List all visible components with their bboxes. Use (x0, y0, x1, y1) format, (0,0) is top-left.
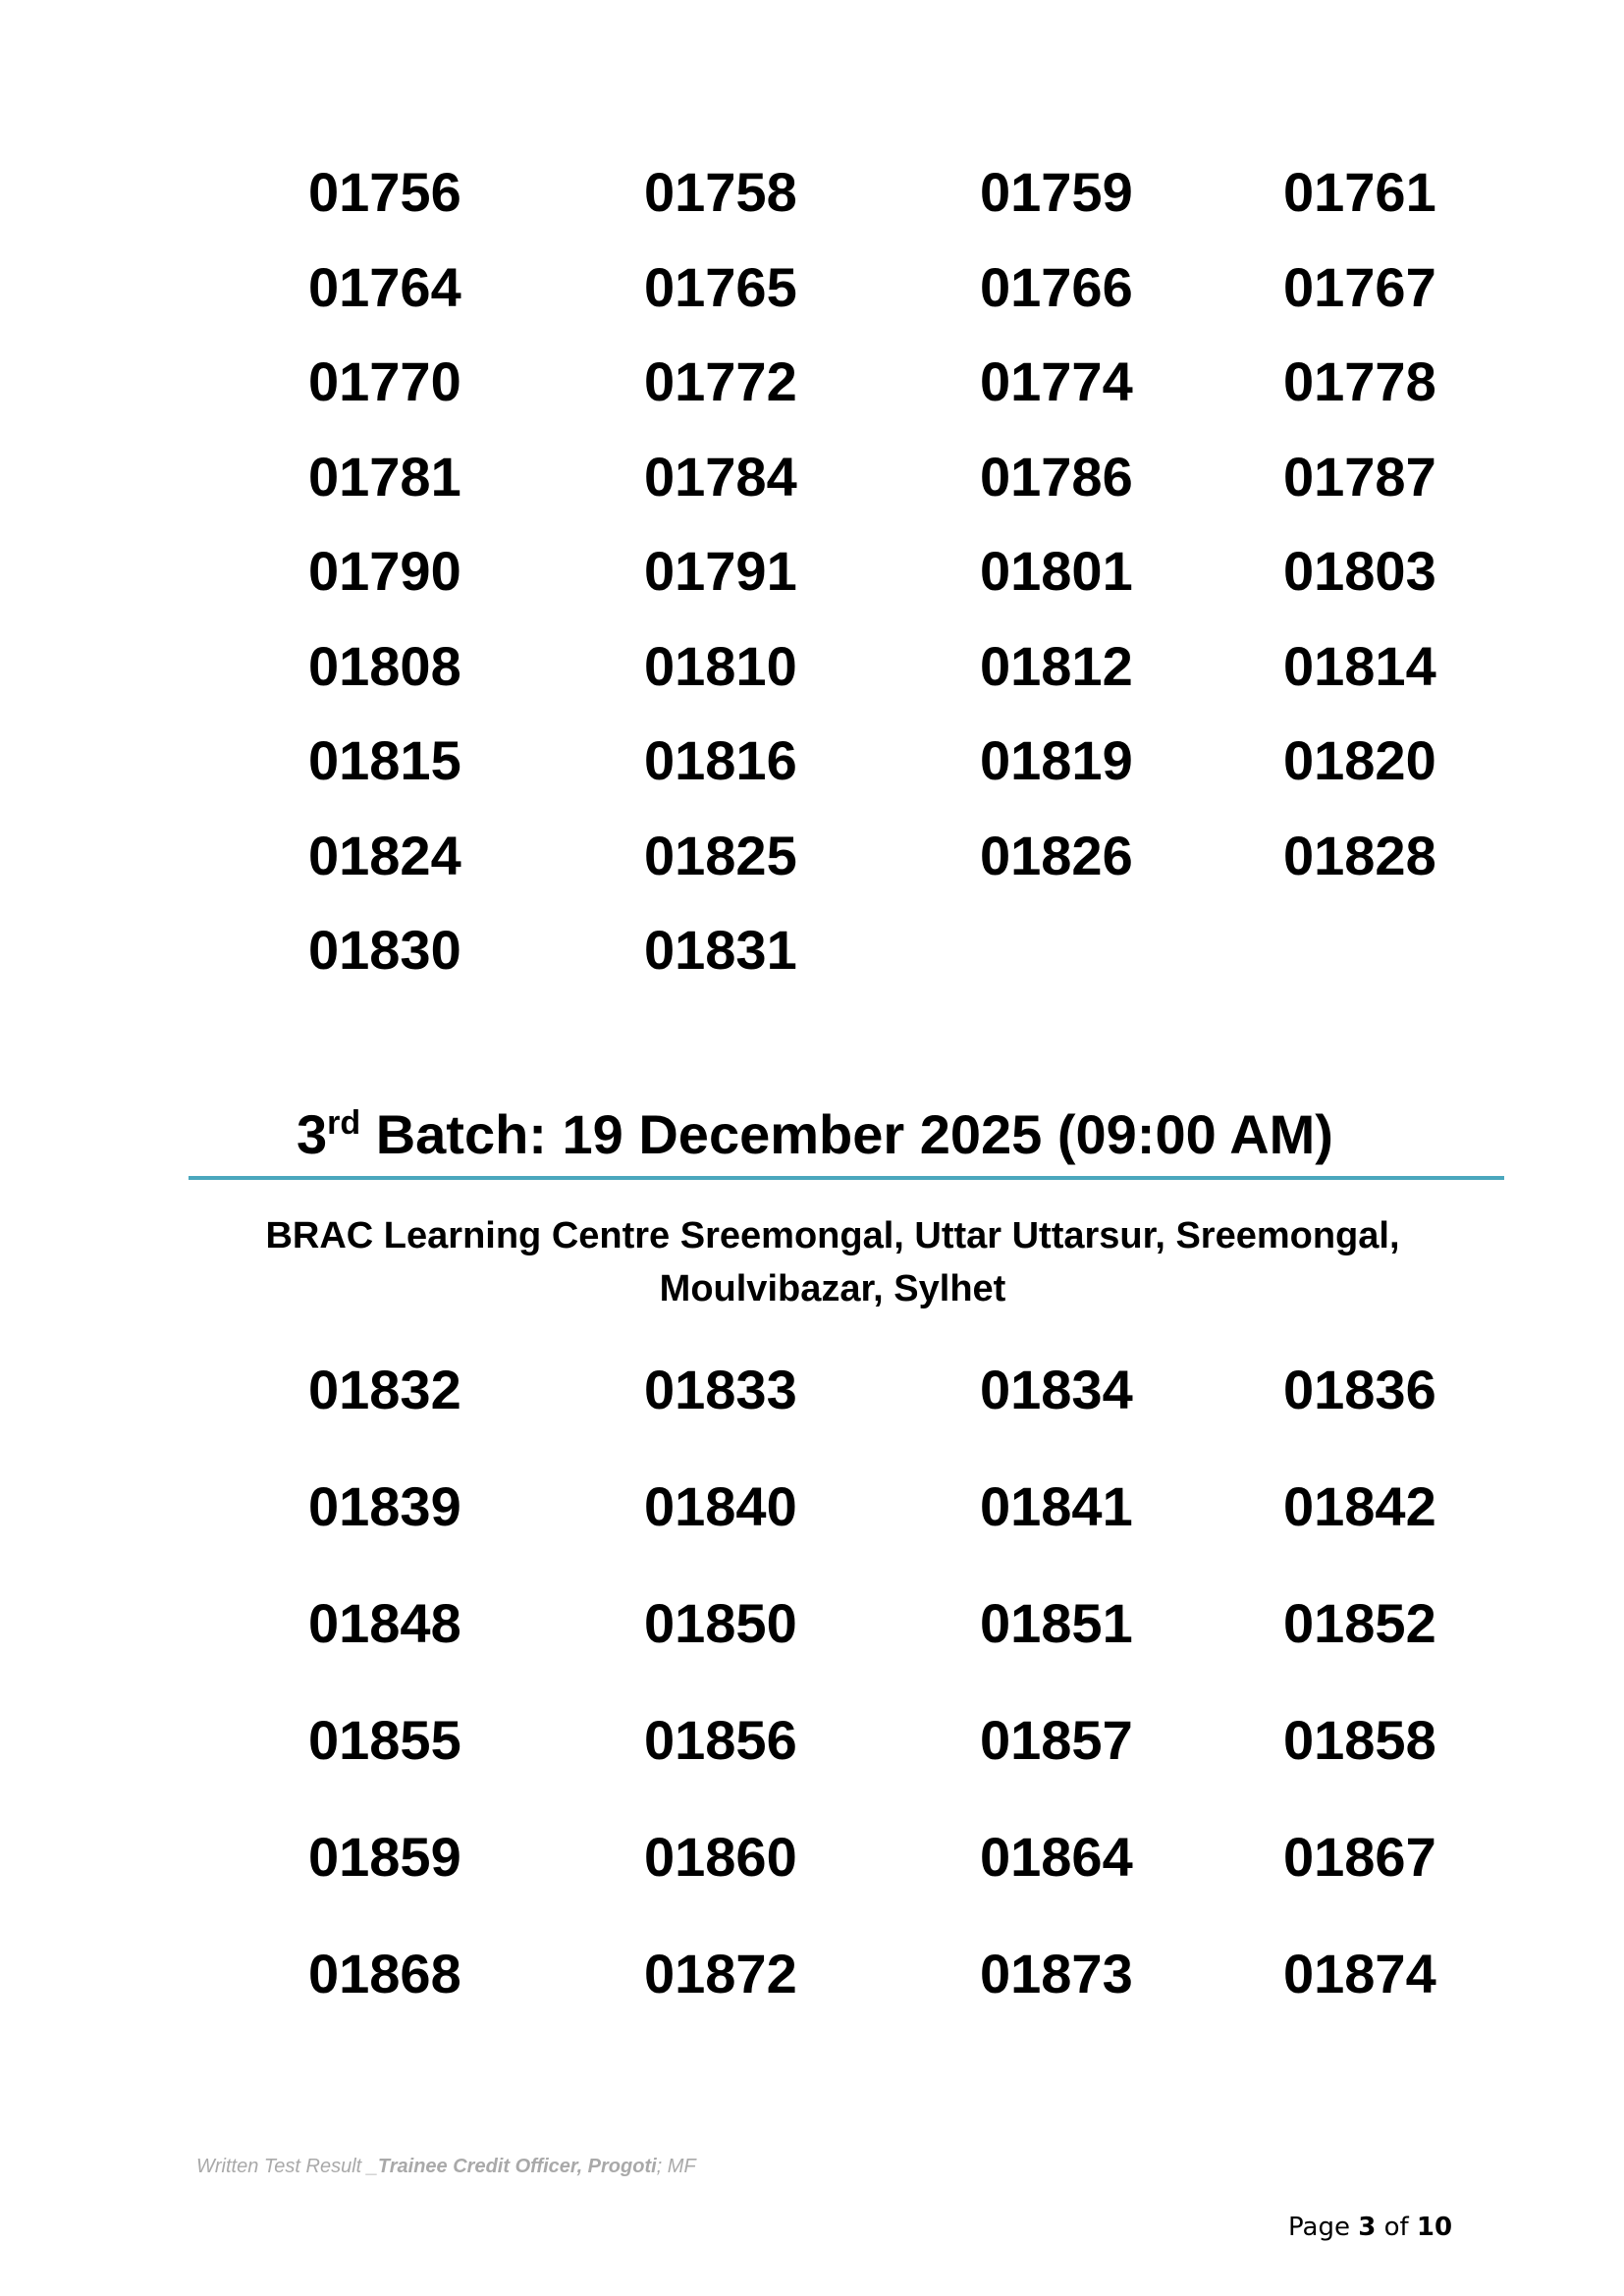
roll-number: 01864 (980, 1826, 1133, 1888)
roll-number: 01765 (644, 255, 797, 318)
roll-number: 01833 (644, 1359, 797, 1420)
roll-number: 01856 (644, 1709, 797, 1771)
roll-number: 01872 (644, 1943, 797, 2004)
batch-heading-text: Batch: 19 December 2025 (09:00 AM) (360, 1103, 1333, 1165)
roll-number: 01778 (1283, 350, 1436, 412)
page-of: of (1376, 2213, 1417, 2242)
roll-number: 01819 (980, 729, 1133, 791)
page-total: 10 (1416, 2213, 1453, 2242)
batch-3-heading (297, 1103, 1333, 1165)
roll-number: 01841 (980, 1475, 1133, 1537)
roll-number: 01873 (980, 1943, 1133, 2004)
roll-number: 01801 (980, 540, 1133, 602)
roll-number: 01756 (308, 161, 461, 223)
roll-number: 01786 (980, 445, 1133, 507)
page-number (1288, 2213, 1452, 2242)
roll-number: 01820 (1283, 729, 1436, 791)
roll-number: 01787 (1283, 445, 1436, 507)
roll-number: 01774 (980, 350, 1133, 412)
roll-number: 01825 (644, 824, 797, 886)
roll-number: 01815 (308, 729, 461, 791)
roll-number: 01766 (980, 255, 1133, 318)
venue-line-2: Moulvibazar, Sylhet (659, 1268, 1006, 1309)
venue-line-1: BRAC Learning Centre Sreemongal, Uttar Uttarsur, Sreemongal, (265, 1215, 1400, 1256)
roll-number: 01867 (1283, 1826, 1436, 1888)
roll-number: 01816 (644, 729, 797, 791)
roll-number: 01828 (1283, 824, 1436, 886)
roll-number: 01808 (308, 634, 461, 697)
page-label: Page (1288, 2213, 1359, 2242)
roll-number: 01834 (980, 1359, 1133, 1420)
heading-divider (189, 1176, 1504, 1180)
roll-number: 01826 (980, 824, 1133, 886)
roll-number: 01858 (1283, 1709, 1436, 1771)
batch-ordinal-suffix: rd (327, 1104, 361, 1142)
roll-number: 01791 (644, 540, 797, 602)
batch-ordinal-number: 3 (297, 1103, 328, 1165)
roll-number: 01842 (1283, 1475, 1436, 1537)
roll-number: 01851 (980, 1592, 1133, 1654)
roll-number: 01784 (644, 445, 797, 507)
roll-number: 01812 (980, 634, 1133, 697)
page-current: 3 (1358, 2213, 1377, 2242)
roll-number: 01803 (1283, 540, 1436, 602)
batch-3-venue (189, 1209, 1477, 1315)
roll-number: 01860 (644, 1826, 797, 1888)
roll-number: 01764 (308, 255, 461, 318)
footer-note-title: Trainee Credit Officer, Progoti (377, 2156, 657, 2177)
roll-number: 01770 (308, 350, 461, 412)
roll-number: 01874 (1283, 1943, 1436, 2004)
roll-number: 01814 (1283, 634, 1436, 697)
roll-number: 01758 (644, 161, 797, 223)
roll-number: 01850 (644, 1592, 797, 1654)
footer-note-prefix: Written Test Result _ (196, 2156, 378, 2177)
roll-number: 01790 (308, 540, 461, 602)
roll-number: 01781 (308, 445, 461, 507)
roll-number: 01840 (644, 1475, 797, 1537)
roll-number: 01767 (1283, 255, 1436, 318)
roll-number: 01772 (644, 350, 797, 412)
roll-number: 01810 (644, 634, 797, 697)
footer-note-suffix: ; MF (656, 2156, 696, 2177)
roll-number: 01830 (308, 919, 461, 981)
roll-number: 01836 (1283, 1359, 1436, 1420)
roll-number: 01852 (1283, 1592, 1436, 1654)
roll-number: 01832 (308, 1359, 461, 1420)
footer-document-note (196, 2156, 696, 2178)
roll-number: 01857 (980, 1709, 1133, 1771)
roll-number: 01855 (308, 1709, 461, 1771)
roll-number: 01839 (308, 1475, 461, 1537)
roll-number: 01859 (308, 1826, 461, 1888)
roll-number: 01761 (1283, 161, 1436, 223)
roll-number: 01831 (644, 919, 797, 981)
roll-number: 01868 (308, 1943, 461, 2004)
roll-number: 01848 (308, 1592, 461, 1654)
roll-number: 01759 (980, 161, 1133, 223)
roll-number: 01824 (308, 824, 461, 886)
